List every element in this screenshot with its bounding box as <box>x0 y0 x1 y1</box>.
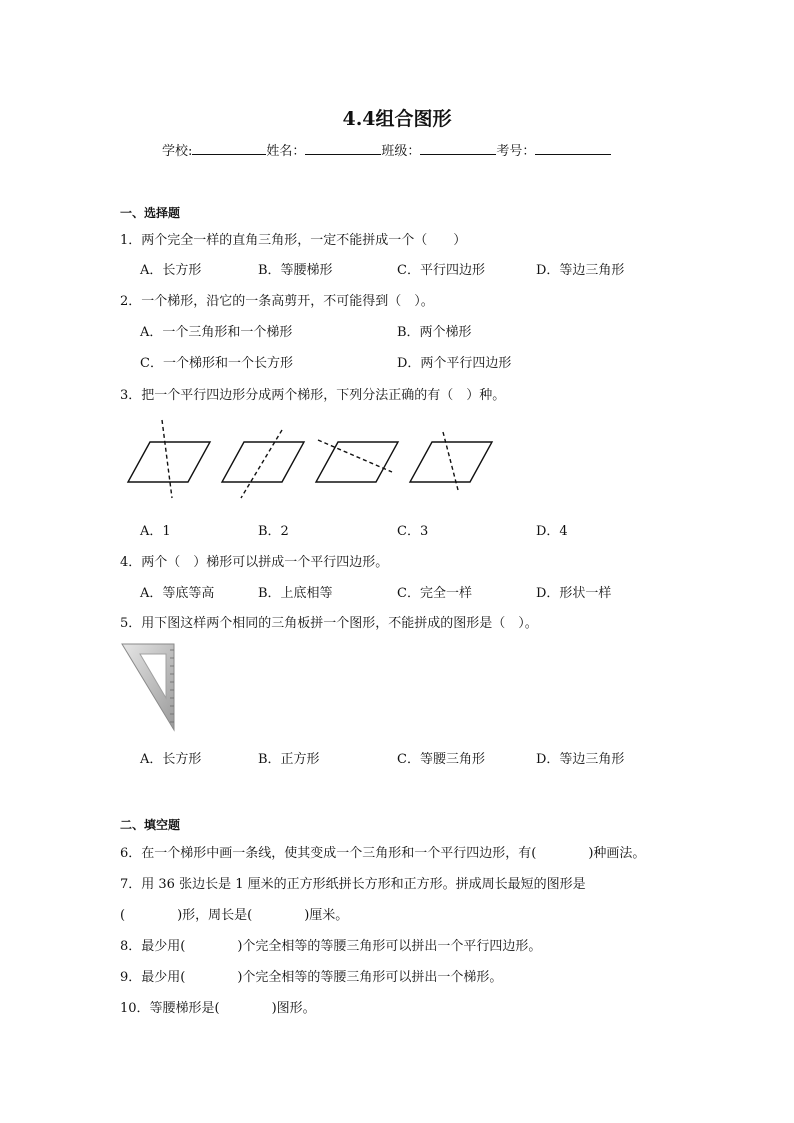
question-2: 2．一个梯形，沿它的一条高剪开，不可能得到（ ）。 <box>120 294 434 309</box>
question-10: 10．等腰梯形是( )图形。 <box>120 1001 316 1016</box>
parallelogram-3 <box>316 440 398 482</box>
question-6: 6．在一个梯形中画一条线，使其变成一个三角形和一个平行四边形，有( )种画法。 <box>120 846 646 861</box>
q3-option-c[interactable]: C．3 <box>397 524 429 539</box>
question-4: 4．两个（ ）梯形可以拼成一个平行四边形。 <box>120 555 389 570</box>
question-7-line-2: ( )形，周长是( )厘米。 <box>120 908 349 923</box>
question-8: 8．最少用( )个完全相等的等腰三角形可以拼出一个平行四边形。 <box>120 939 542 954</box>
q4-option-c[interactable]: C．完全一样 <box>397 586 472 601</box>
section-heading-fill: 二、填空题 <box>120 818 181 832</box>
q5-option-c[interactable]: C．等腰三角形 <box>397 752 485 767</box>
q5-option-b[interactable]: B．正方形 <box>258 752 320 767</box>
name-label: 姓名： <box>266 144 306 159</box>
parallelogram-4 <box>410 432 492 490</box>
parallelogram-2 <box>222 430 304 498</box>
q4-option-b[interactable]: B．上底相等 <box>258 586 333 601</box>
name-blank[interactable] <box>305 141 381 155</box>
question-9: 9．最少用( )个完全相等的等腰三角形可以拼出一个梯形。 <box>120 970 503 985</box>
question-1: 1．两个完全一样的直角三角形，一定不能拼成一个（ ） <box>120 233 467 248</box>
parallelograms-figure <box>120 420 505 500</box>
q2-option-d[interactable]: D．两个平行四边形 <box>397 356 512 371</box>
q3-option-b[interactable]: B．2 <box>258 524 289 539</box>
number-blank[interactable] <box>535 141 611 155</box>
class-label: 班级： <box>381 144 421 159</box>
q1-option-a[interactable]: A．长方形 <box>140 263 202 278</box>
question-5: 5．用下图这样两个相同的三角板拼一个图形，不能拼成的图形是（ ）。 <box>120 616 538 631</box>
school-label: 学校: <box>162 144 193 159</box>
q2-option-a[interactable]: A．一个三角形和一个梯形 <box>140 325 293 340</box>
set-square-image <box>118 640 182 732</box>
q5-option-d[interactable]: D．等边三角形 <box>536 752 625 767</box>
section-heading-choice: 一、选择题 <box>120 206 181 220</box>
number-label: 考号： <box>496 144 536 159</box>
question-7-line-1: 7．用 36 张边长是 1 厘米的正方形纸拼长方形和正方形。拼成周长最短的图形是 <box>120 877 586 892</box>
q4-option-d[interactable]: D．形状一样 <box>536 586 612 601</box>
student-info-row <box>162 140 611 159</box>
q4-option-a[interactable]: A．等底等高 <box>140 586 215 601</box>
class-blank[interactable] <box>420 141 496 155</box>
page-title: 4.4组合图形 <box>342 108 452 130</box>
q1-option-d[interactable]: D．等边三角形 <box>536 263 625 278</box>
question-3: 3．把一个平行四边形分成两个梯形，下列分法正确的有（ ）种。 <box>120 388 506 403</box>
school-blank[interactable] <box>192 141 266 155</box>
q5-option-a[interactable]: A．长方形 <box>140 752 202 767</box>
q2-option-b[interactable]: B．两个梯形 <box>397 325 472 340</box>
q3-option-d[interactable]: D．4 <box>536 524 568 539</box>
q2-option-c[interactable]: C．一个梯形和一个长方形 <box>140 356 293 371</box>
q3-option-a[interactable]: A．1 <box>140 524 171 539</box>
parallelogram-1 <box>128 420 210 498</box>
q1-option-c[interactable]: C．平行四边形 <box>397 263 485 278</box>
q1-option-b[interactable]: B．等腰梯形 <box>258 263 333 278</box>
